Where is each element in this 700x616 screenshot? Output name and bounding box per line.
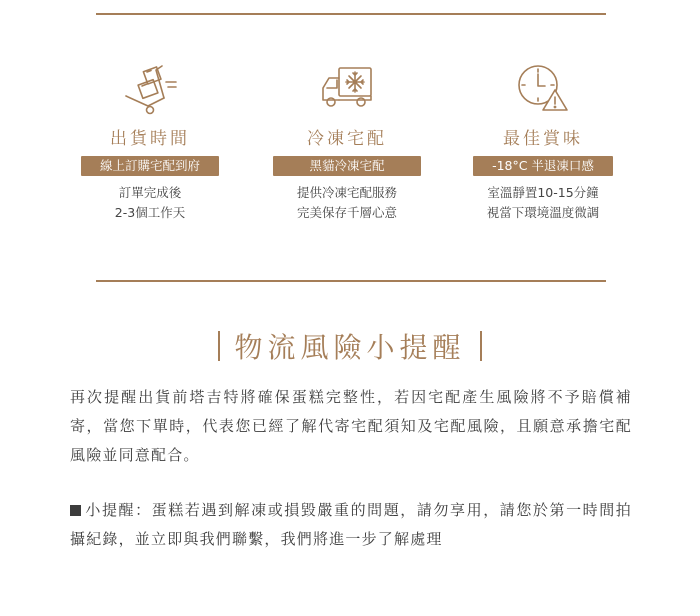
feature-line: 視當下環境溫度微調	[486, 205, 600, 220]
feature-line: 訂單完成後	[118, 185, 182, 200]
feature-badge: 線上訂購宅配到府	[81, 156, 219, 176]
clock-warning-icon	[513, 60, 573, 118]
feature-line: 提供冷凍宅配服務	[296, 185, 397, 200]
heading-bar-right	[480, 331, 482, 361]
feature-description	[487, 183, 600, 223]
refrigerated-truck-icon	[317, 60, 377, 118]
feature-description	[115, 183, 185, 223]
feature-title: 出貨時間	[110, 129, 190, 149]
heading-bar-left	[218, 331, 220, 361]
feature-line: 完美保存千層心意	[296, 205, 397, 220]
feature-description	[297, 183, 397, 223]
delivery-hand-truck-icon	[120, 60, 180, 118]
notice-heading	[0, 326, 700, 366]
square-bullet-icon	[70, 505, 81, 516]
feature-line: 2-3個工作天	[114, 205, 186, 220]
middle-divider	[96, 280, 606, 282]
top-divider	[96, 13, 606, 15]
feature-frozen-delivery	[272, 60, 422, 223]
feature-badge: 黑貓冷凍宅配	[273, 156, 421, 176]
feature-shipping-time	[75, 60, 225, 223]
feature-title: 最佳賞味	[503, 129, 583, 149]
notice-reminder	[70, 496, 632, 554]
feature-title: 冷凍宅配	[307, 129, 387, 149]
feature-best-taste	[468, 60, 618, 223]
notice-paragraph: 再次提醒出貨前塔吉特將確保蛋糕完整性，若因宅配產生風險將不予賠償補寄，當您下單時，代表您已經了解代寄宅配須知及宅配風險，且願意承擔宅配風險並同意配合。	[70, 388, 632, 464]
notice-reminder-text: 小提醒：蛋糕若遇到解凍或損毀嚴重的問題，請勿享用，請您於第一時間拍攝紀錄，並立即與我們聯繫，我們將進一步了解處理	[70, 501, 632, 548]
feature-line: 室溫靜置10-15分鐘	[487, 185, 599, 200]
notice-heading-text: 物流風險小提醒	[234, 331, 466, 364]
feature-badge: -18°C 半退凍口感	[473, 156, 613, 176]
